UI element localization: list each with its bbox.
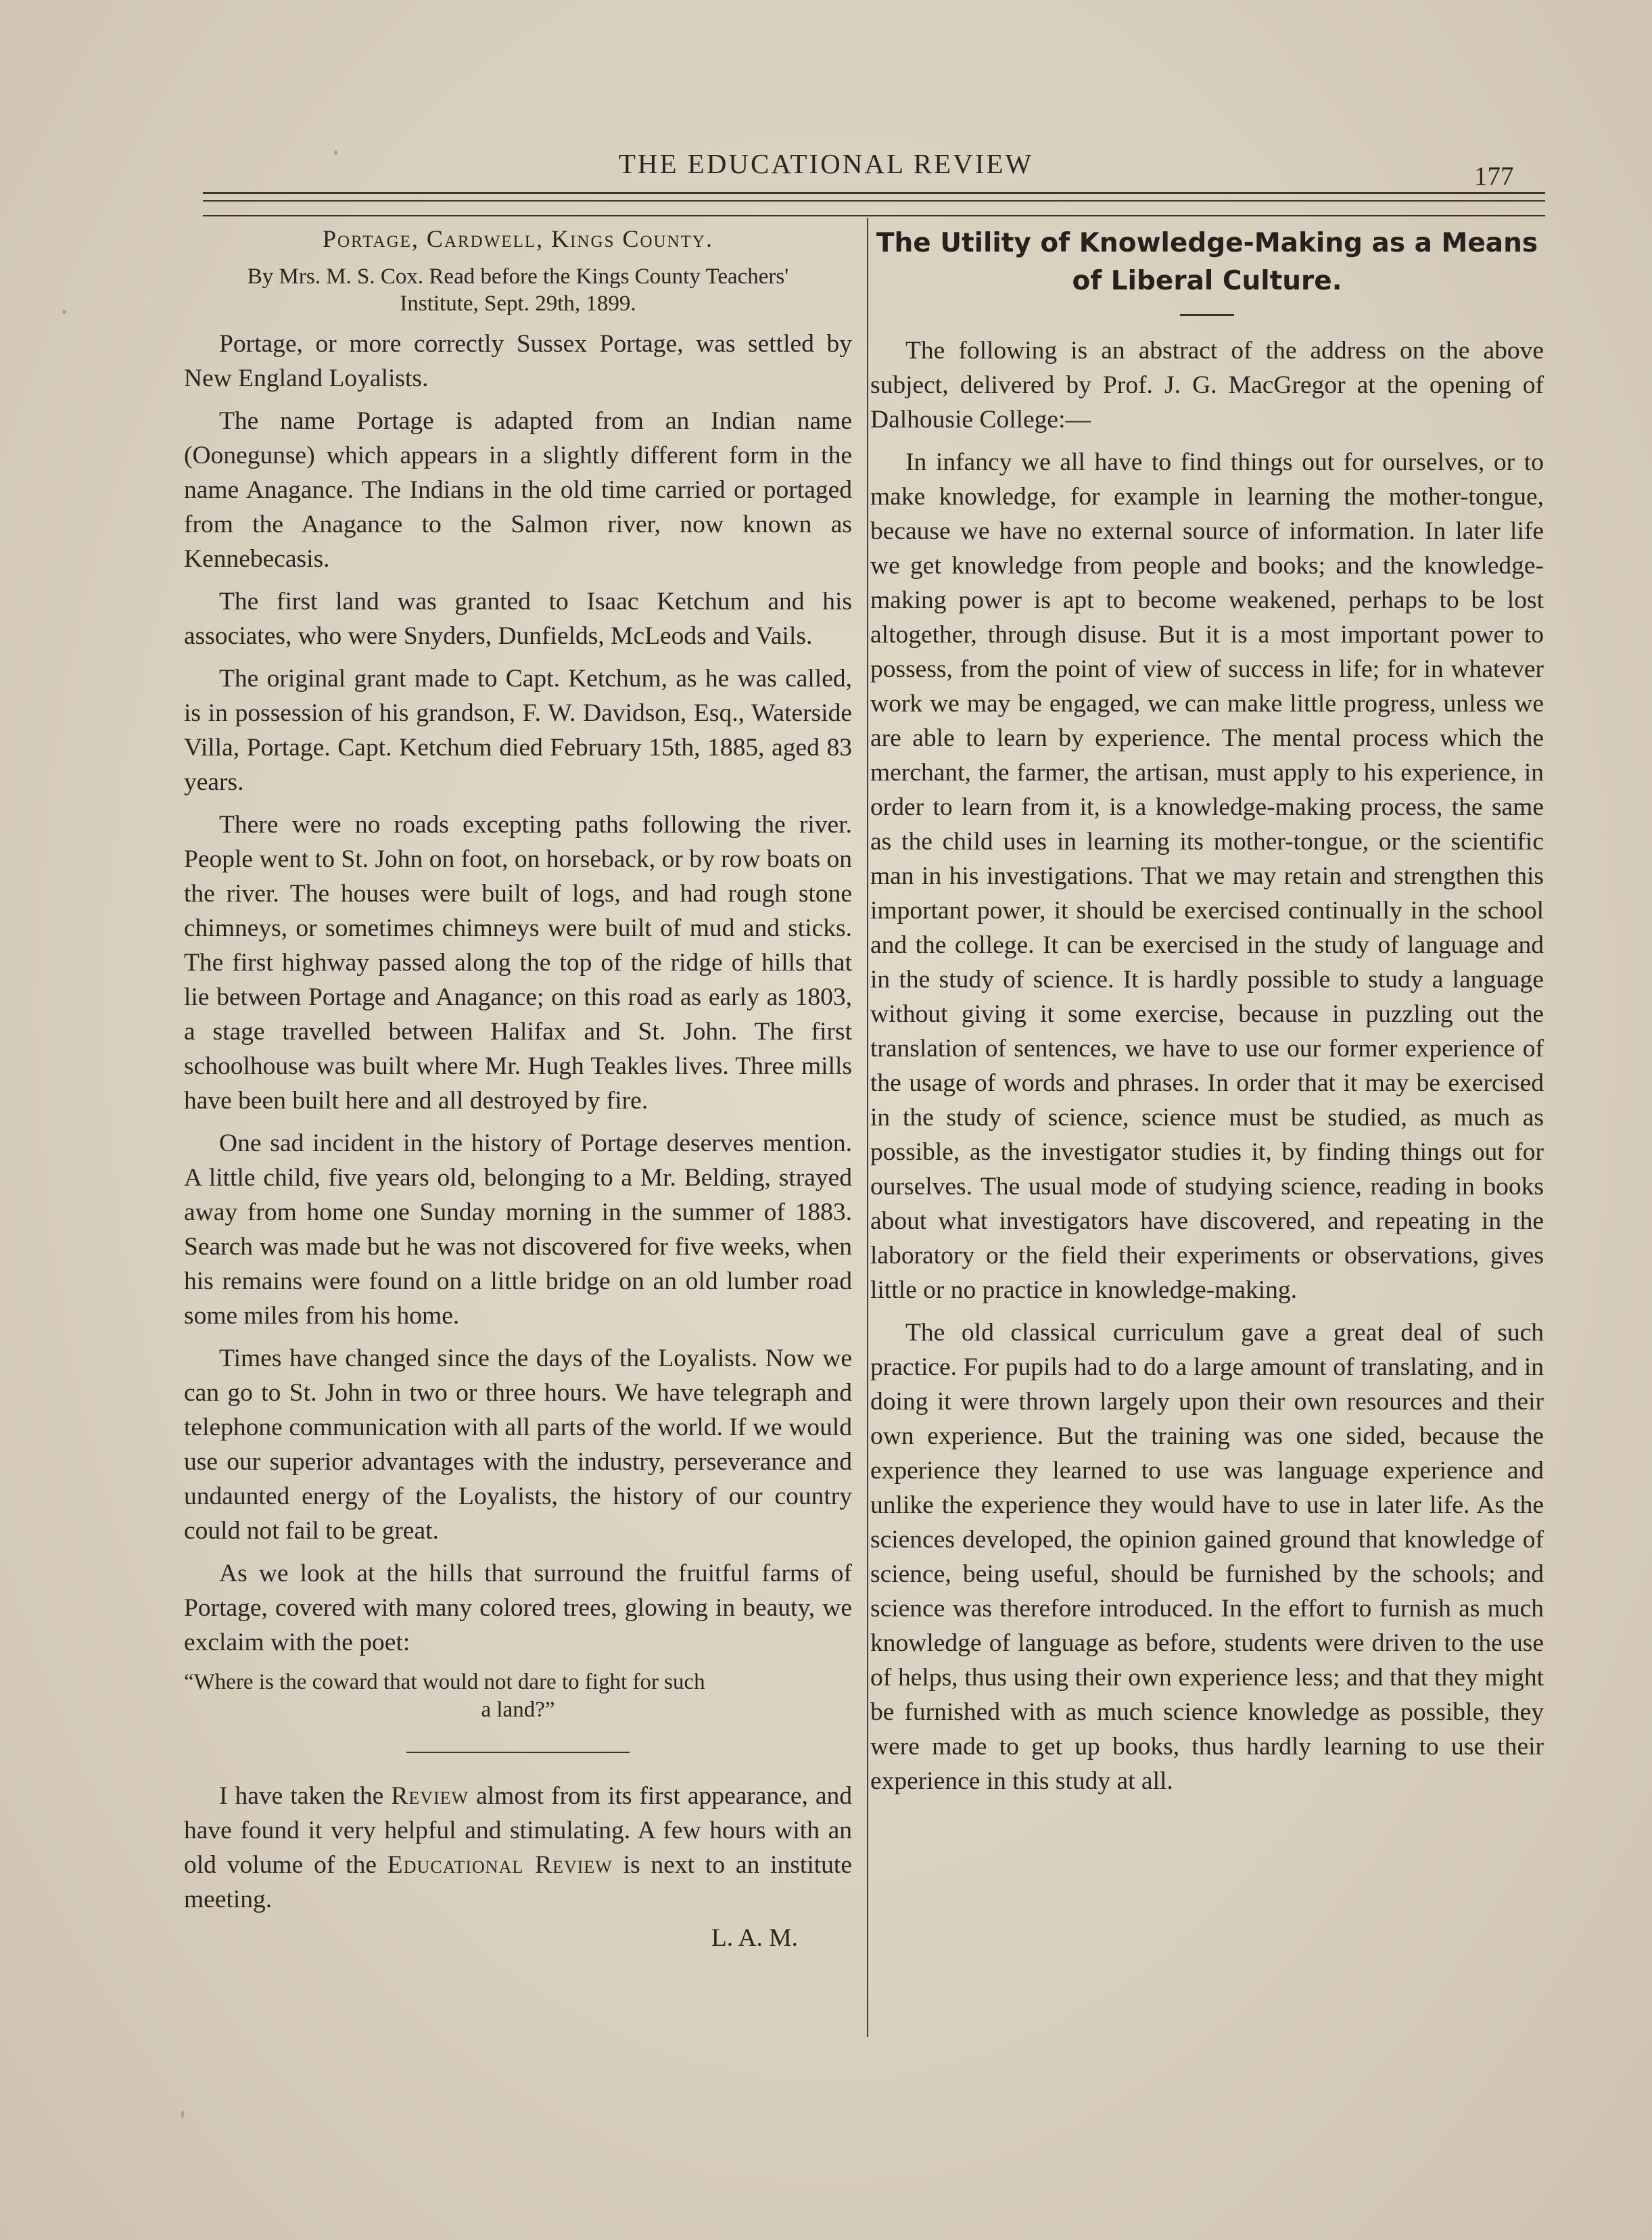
paragraph: The old classical curriculum gave a great deal of such practice. For pupils had to do a large amount of translating, and in doing it were thrown largely upon their own resources and their own experience. But the training was one sided, because the experience they learned to use was language experience and unlike the experience they would have to use in later life. As the sciences developed, the opinion gained ground that knowledge of science, being useful, should be furnished by the schools; and science was therefore introduced. In the effort to furnish as much knowledge of language as before, students were driven to the use of helps, thus using their own experience less; and that they might be furnished with as much science knowledge as possible, they were made to get up books, thus hardly learning to use their experience in this study at all. [870, 1319, 1544, 1795]
note-journal-name: Educational Review [387, 1851, 613, 1879]
paragraph: Portage, or more correctly Sussex Portage, was settled by New England Loyalists. [184, 330, 852, 392]
running-title: THE EDUCATIONAL REVIEW [618, 148, 1034, 179]
note-text: I have taken the [219, 1782, 392, 1810]
note-review-word: Review [391, 1782, 469, 1810]
byline-line: By Mrs. M. S. Cox. Read before the Kings County Teachers' [247, 264, 789, 289]
header-rule [203, 200, 1545, 202]
left-column [184, 218, 852, 1955]
paragraph: As we look at the hills that surround the fruitful farms of Portage, covered with many colored trees, glowing in beauty, we exclaim with the poet: [184, 1560, 852, 1656]
paragraph: In infancy we all have to find things out for ourselves, or to make knowledge, for example in learning the mother-tongue, because we have no external source of information. In later life we get knowledge from people and books; and the knowledge-making power is apt to become weakened, perhaps to be lost altogether, through disuse. But it is a most important power to possess, from the point of view of success in life; for in whatever work we may be engaged, we can make little progress, unless we are able to learn by experience. The mental process which the merchant, the farmer, the artisan, must apply to his experience, in order to learn from it, is a knowledge-making process, the same as the child uses in learning its mother-tongue, or the scientific man in his investigations. That we may retain and strengthen this important power, it should be exercised continually in the school and the college. It can be exercised in the study of language and in the study of science. It is hardly possible to study a language without giving it some exercise, because in puzzling out the translation of sentences, we have to use our former experience of the usage of words and phrases. In order that it may be exercised in the study of science, science must be studied, as much as possible, as the investigator studies it, by finding things out for ourselves. The usual mode of studying science, reading in books about what investigators have discovered, and repeating in the laboratory or the field their experiments or observations, gives little or no practice in knowledge-making. [870, 448, 1544, 1304]
note-text: is next to an institute meeting. [184, 1851, 852, 1913]
article-byline [184, 263, 852, 317]
right-column [870, 218, 1544, 1798]
header-rule [203, 215, 1545, 216]
note-signature: L. A. M. [711, 1924, 798, 1952]
paragraph: One sad incident in the history of Portage deserves mention. A little child, five years old, belonging to a Mr. Belding, strayed away from home one Sunday morning in the summer of 1883. Search was made but he was not discovered for five weeks, when his remains were found on a little bridge on an old lumber road some miles from his home. [184, 1129, 852, 1330]
header-rule [203, 192, 1545, 194]
article-title-knowledge-making: The Utility of Knowledge-Making as a Means of Liberal Culture. [876, 228, 1538, 296]
paragraph: There were no roads excepting paths following the river. People went to St. John on foot, on horseback, or by row boats on the river. The houses were built of logs, and had rough stone chimneys, or sometimes chimneys were built of mud and sticks. The first highway passed along the top of the ridge of hills that lie between Portage and Anagance; on this road as early as 1803, a stage travelled between Halifax and St. John. The first schoolhouse was built where Mr. Hugh Teakles lives. Three mills have been built here and all destroyed by fire. [184, 811, 852, 1115]
paper-speck [62, 310, 66, 314]
column-divider [867, 218, 868, 2037]
paper-speck [181, 2110, 184, 2118]
reader-note [184, 1779, 852, 1917]
byline-line: Institute, Sept. 29th, 1899. [400, 291, 636, 316]
section-rule [406, 1752, 630, 1753]
title-rule [1180, 314, 1234, 316]
paragraph: The following is an abstract of the address on the above subject, delivered by Prof. J. G. MacGregor at the opening of Dalhousie College:— [870, 337, 1544, 434]
note-text: almost from its first appearance, and have found it very helpful and stimulating. A few hours with an old volume of the [184, 1782, 852, 1879]
poem-quote: “Where is the coward that would not dare to fight for such [184, 1670, 705, 1694]
article-title-portage: Portage, Cardwell, Kings County. [323, 225, 713, 252]
paragraph: The first land was granted to Isaac Ketchum and his associates, who were Snyders, Dunfields, McLeods and Vails. [184, 588, 852, 650]
paragraph: Times have changed since the days of the Loyalists. Now we can go to St. John in two or three hours. We have telegraph and telephone communication with all parts of the world. If we would use our superior advantages with the industry, perseverance and undaunted energy of the Loyalists, the history of our country could not fail to be great. [184, 1345, 852, 1545]
paragraph: The original grant made to Capt. Ketchum, as he was called, is in possession of his grandson, F. W. Davidson, Esq., Waterside Villa, Portage. Capt. Ketchum died February 15th, 1885, aged 83 years. [184, 665, 852, 796]
page-number: 177 [1474, 162, 1514, 191]
paragraph: The name Portage is adapted from an Indian name (Oonegunse) which appears in a slightly different form in the name Anagance. The Indians in the old time carried or portaged from the Anagance to the Salmon river, now known as Kennebecasis. [184, 407, 852, 573]
poem-quote-continuation: a land?” [481, 1698, 555, 1722]
